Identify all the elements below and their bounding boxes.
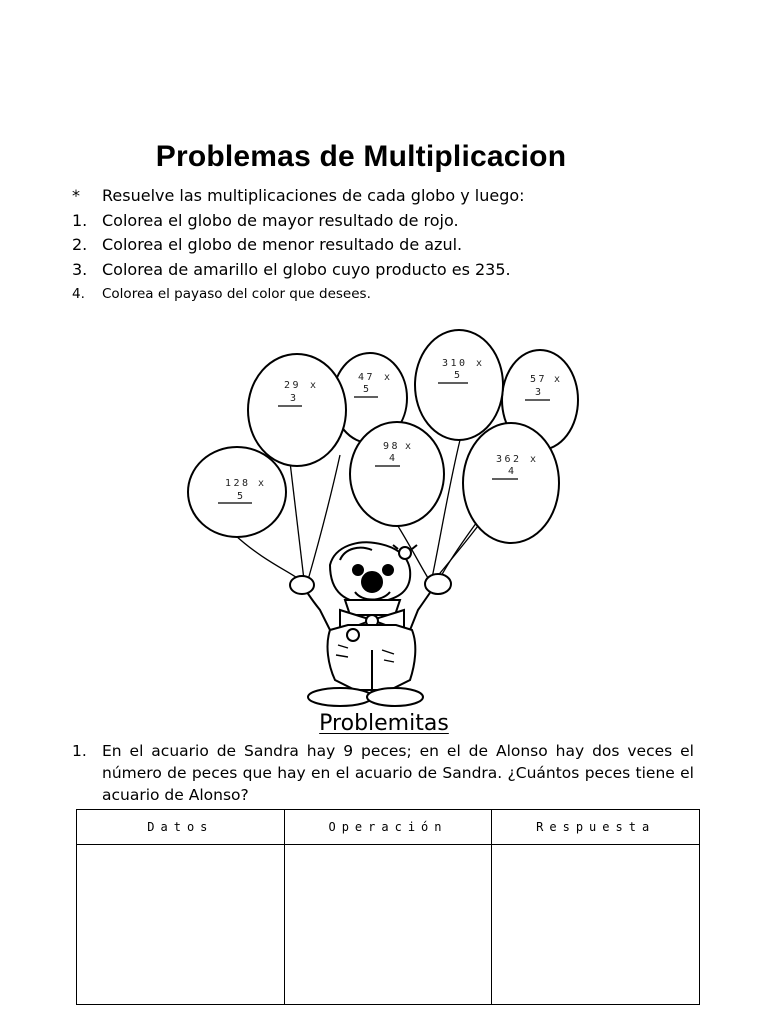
subtitle-text: Problemitas [319, 711, 449, 736]
instruction-text: Colorea el globo de menor resultado de azul. [102, 235, 463, 254]
balloon-310 [415, 330, 503, 440]
table-header-row [77, 810, 700, 845]
balloon-29 [248, 354, 346, 466]
balloon-bottom-number: 5 [454, 370, 463, 381]
instruction-text: Colorea el globo de mayor resultado de rojo. [102, 210, 459, 230]
instruction-item [72, 258, 712, 283]
instruction-marker: 4. [72, 286, 85, 302]
instruction-text: Colorea el payaso del color que desees. [102, 286, 371, 302]
balloon-top-number: 362 [496, 454, 522, 465]
balloon-operator: x [310, 380, 319, 391]
instruction-text: Resuelve las multiplicaciones de cada globo y luego: [102, 186, 525, 205]
balloon-operator: x [384, 372, 393, 383]
instruction-marker: * [72, 186, 80, 205]
instruction-item [72, 233, 712, 258]
balloon-operator: x [258, 478, 267, 489]
table-row [77, 845, 700, 1005]
instruction-item [72, 184, 712, 209]
balloon-top-number: 57 [530, 374, 548, 385]
instruction-marker: 2. [72, 235, 88, 254]
balloon-bottom-number: 5 [363, 384, 372, 395]
column-header-operacion: Operación [284, 810, 492, 845]
balloon-bottom-number: 3 [535, 387, 544, 398]
answer-cell-respuesta[interactable] [492, 845, 700, 1005]
column-header-respuesta: Respuesta [492, 810, 700, 845]
problem-number: 1. [72, 742, 87, 760]
problem-text: En el acuario de Sandra hay 9 peces; en el de Alonso hay dos veces el número de peces que hay en el acuario de Sandra. ¿Cuántos peces tiene el acuario de Alonso? [102, 742, 694, 804]
instruction-item [72, 282, 712, 307]
balloon-bottom-number: 4 [389, 453, 398, 464]
instruction-text: Colorea de amarillo el globo cuyo producto es 235. [102, 259, 511, 279]
balloon-362 [463, 423, 559, 543]
answer-cell-datos[interactable] [77, 845, 285, 1005]
answer-table [76, 809, 700, 1005]
balloon-98 [350, 422, 444, 526]
column-header-datos: Datos [77, 810, 285, 845]
balloon-bottom-number: 3 [290, 393, 299, 404]
balloon-operator: x [405, 441, 414, 452]
instruction-marker: 1. [72, 210, 88, 230]
balloon-top-number: 29 [284, 380, 302, 391]
word-problem [72, 740, 694, 806]
answer-cell-operacion[interactable] [284, 845, 492, 1005]
clown-icon [290, 542, 451, 706]
balloon-operator: x [530, 454, 539, 465]
section-subtitle [0, 708, 768, 740]
balloon-bottom-number: 4 [508, 466, 517, 477]
balloon-top-number: 98 [383, 441, 401, 452]
balloon-top-number: 128 [225, 478, 251, 489]
balloon-operator: x [554, 374, 563, 385]
balloon-operator: x [476, 358, 485, 369]
balloon-top-number: 47 [358, 372, 376, 383]
instructions-list [72, 184, 712, 307]
balloon-top-number: 310 [442, 358, 468, 369]
page-title: Problemas de Multiplicacion [155, 140, 567, 173]
instruction-marker: 3. [72, 259, 88, 279]
balloon-bottom-number: 5 [237, 491, 246, 502]
instruction-item [72, 209, 712, 234]
clown-balloons-illustration [180, 325, 590, 710]
